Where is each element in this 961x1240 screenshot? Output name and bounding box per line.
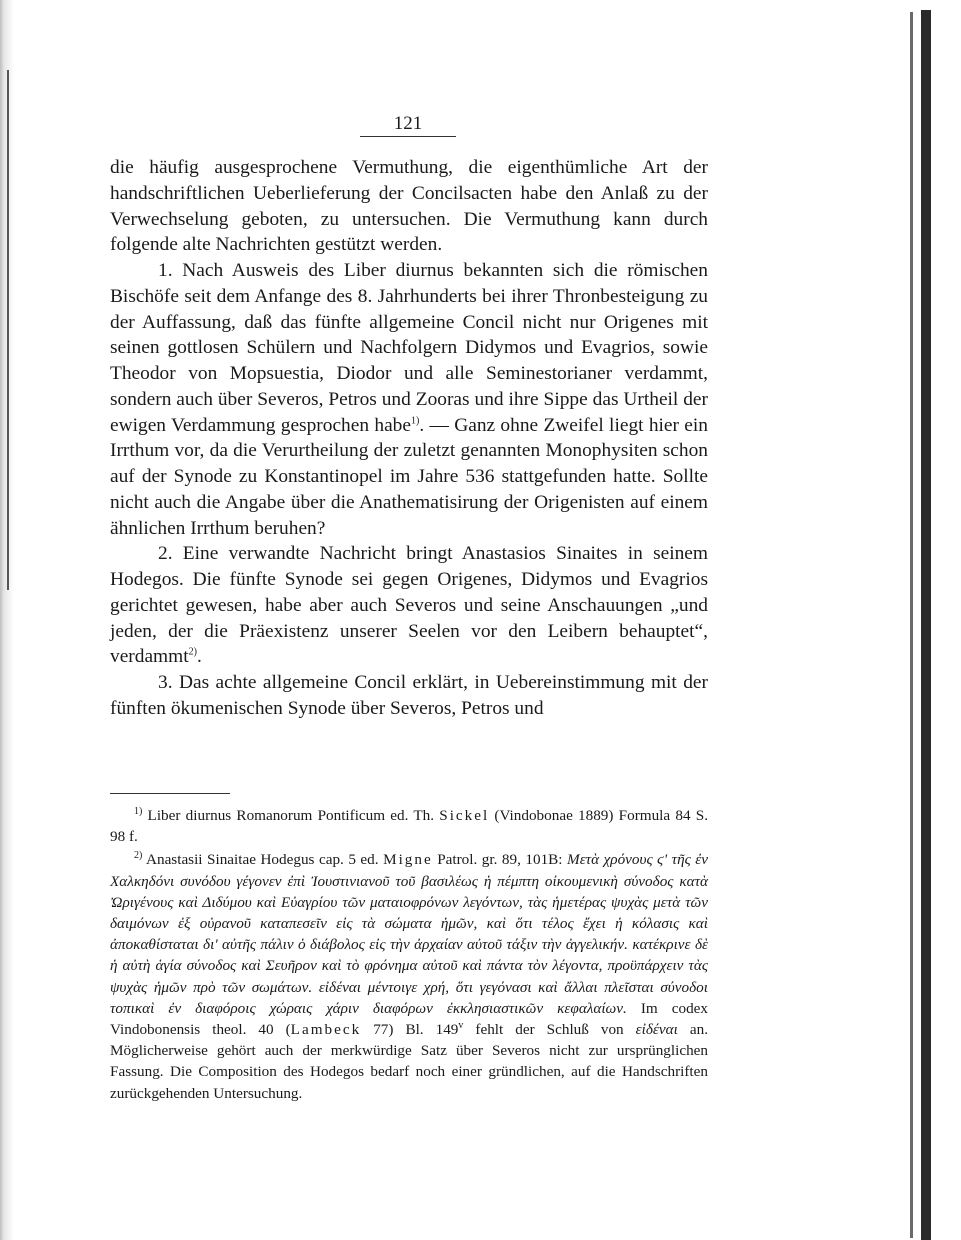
footnote-2-author: Migne bbox=[383, 851, 433, 869]
paragraph-1 bbox=[110, 258, 708, 541]
footnote-1-text-cont: (Vindobonae 1889) Formula 84 S. 98 f. bbox=[110, 807, 708, 846]
paragraph-1-text-cont: . — Ganz ohne Zweifel liegt hier ein Irrthum vor, da die Verurtheilung der zuletzt genannten Monophysiten schon auf der Synode zu Konstantinopel im Jahre 536 stattgefunden hatte. Sollte nicht auch die Angabe über die Anathematisirung der Origenisten auf einem ähnlichen Irrthum beruhen? bbox=[110, 414, 708, 539]
footnote-2-text-b: Patrol. gr. 89, 101B: bbox=[432, 851, 568, 869]
page-number: 121 bbox=[393, 113, 423, 134]
footnote-2-text-c: Im codex Vindobonensis theol. 40 ( bbox=[110, 999, 708, 1039]
paragraph-continuation: die häufig ausgesprochene Vermuthung, die eigenthümliche Art der handschriftlichen Ueberlieferung der Concilsacten habe den Anlaß zu der Verwechselung geboten, zu untersuchen. Die Vermuthung kann durch folgende alte Nachrichten gestützt werden. bbox=[110, 157, 708, 256]
footnote-1 bbox=[110, 805, 708, 847]
footnote-2-greek-word: εἰδέναι bbox=[635, 1021, 678, 1039]
paragraph-3: 3. Das achte allgemeine Concil erklärt, in Uebereinstimmung mit der fünften ökumenischen Synode über Severos, Petros und bbox=[110, 672, 708, 719]
footnote-2-text: Anastasii Sinaitae Hodegus cap. 5 ed. bbox=[142, 851, 384, 869]
scan-edge-right bbox=[921, 10, 931, 1240]
scan-binding-line bbox=[910, 12, 913, 1238]
footnote-2-lambeck: Lambeck bbox=[290, 1021, 362, 1039]
footnote-2-greek-quote: Μετὰ χρόνους ϛ' τῆς ἐν Χαλκηδόνι συνόδου γέγονεν ἐπὶ Ἰουστινιανοῦ τοῦ βασιλέως ἡ πέμπτη οἰκουμενικὴ σύνοδος κατὰ Ὠριγένους καὶ Διδύμου καὶ Εὐαγρίου τῶν ματαιοφρόνων λεγόντων, τὰς ἡμετέρας ψυχὰς μετὰ τῶν δαιμόνων ἐξ οὐρανοῦ καταπεσεῖν εἰς τὰ σώματα ἡμῶν, καὶ ὅτι τέλος ἔχει ἡ κόλασις καὶ ἀποκαθίσταται δι' αὐτῆς πάλιν ὁ διάβολος εἰς τὴν ἀρχαίαν αὐτοῦ τάξιν τὴν ἀγγελικήν. κατέκρινε δὲ ἡ αὐτὴ ἁγία σύνοδος καὶ Σευῆρον καὶ τὸ φρόνημα αὐτοῦ καὶ πάντα τὸν λέγοντα, προϋπάρχειν τὰς ψυχὰς ἡμῶν πρὸ τῶν σωμάτων. εἰδέναι μέντοιγε χρή, ὅτι γεγόνασι καὶ ἄλλαι πλεῖσται σύνοδοι τοπικαὶ ἐν διαφόροις χώραις χάριν διαφόρων ἐκκλησιαστικῶν κεφαλαίων. bbox=[110, 851, 708, 1017]
paragraph-2-text-cont: . bbox=[196, 646, 202, 668]
footnote-2-text-d: 77) Bl. 149 bbox=[361, 1021, 459, 1039]
footnote-ref-1: 1) bbox=[410, 415, 420, 427]
main-text bbox=[110, 155, 708, 722]
footnote-1-mark: 1) bbox=[134, 805, 143, 817]
footnote-2-text-f: an. Möglicherweise gehört auch der merkwürdige Satz über Severos nicht zur ursprünglichen Fassung. Die Composition des Hodegos bedarf noch einer gründlichen, auf die Handschriften zurückgehenden Untersuchung. bbox=[110, 1021, 709, 1102]
footnote-2 bbox=[110, 849, 708, 1103]
footnote-ref-2: 2) bbox=[188, 646, 197, 658]
footnote-rule bbox=[110, 793, 230, 794]
paragraph-1-text: 1. Nach Ausweis des Liber diurnus bekannten sich die römischen Bischöfe seit dem Anfange des 8. Jahrhunderts bei ihrer Thronbesteigung zu der Auffassung, daß das fünfte allgemeine Concil nicht nur Origenes mit seinen gottlosen Schülern und Nachfolgern Didymos und Evagrios, sowie Theodor von Mopsuestia, Diodor und alle Seminestorianer verdammt, sondern auch über Severos, Petros und Zooras und ihre Sippe das Urtheil der ewigen Verdammung gesprochen habe bbox=[110, 260, 708, 436]
footnote-1-author: Sickel bbox=[439, 807, 490, 824]
footnotes bbox=[110, 805, 708, 1106]
paragraph-2-text: 2. Eine verwandte Nachricht bringt Anastasios Sinaites in seinem Hodegos. Die fünfte Synode sei gegen Origenes, Didymos und Evagrios gerichtet gewesen, habe aber auch Severos und seine Anschauungen „und jeden, der die Präexistenz unserer Seelen vor den Leibern behauptet“, verdammt bbox=[110, 543, 708, 668]
scan-edge-left bbox=[0, 0, 16, 1240]
footnote-1-text: Liber diurnus Romanorum Pontificum ed. Th. bbox=[142, 807, 440, 824]
page-number-rule bbox=[360, 136, 456, 137]
footnote-2-text-e: fehlt der Schluß von bbox=[463, 1021, 636, 1039]
footnote-2-folio-sup: v bbox=[458, 1019, 464, 1031]
footnote-2-mark: 2) bbox=[134, 850, 143, 862]
paragraph-2 bbox=[110, 541, 708, 670]
